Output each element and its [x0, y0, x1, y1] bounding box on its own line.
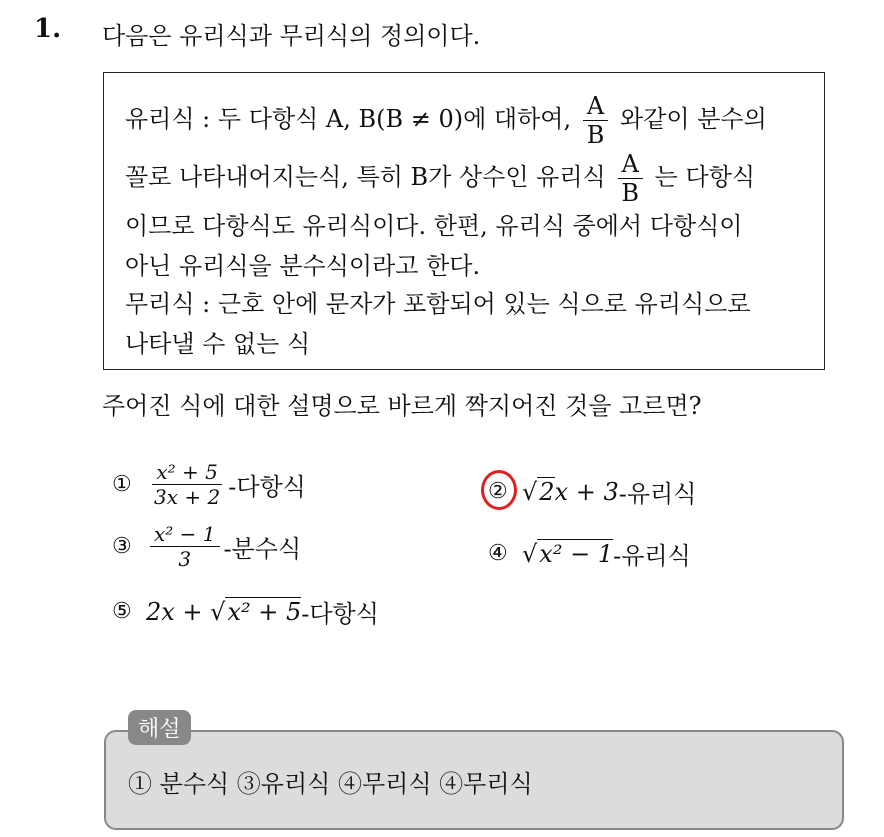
option-label: -유리식	[618, 480, 697, 508]
definition-line-4: 아닌 유리식을 분수식이라고 한다.	[125, 252, 481, 280]
sqrt-radicand: x² − 1	[539, 540, 614, 568]
option-5[interactable]	[112, 594, 379, 629]
definition-text: 와같이 분수의	[620, 105, 767, 133]
option-4[interactable]	[488, 536, 691, 571]
definition-text: 꼴로 나타내어지는식, 특히 B가 상수인 유리식	[125, 163, 606, 191]
option-marker: ⑤	[112, 599, 132, 624]
option-marker: ④	[488, 541, 508, 566]
fraction-denominator: 3	[178, 547, 192, 571]
option-fraction	[150, 524, 220, 569]
question-prompt: 주어진 식에 대한 설명으로 바르게 짝지어진 것을 고르면?	[102, 392, 702, 420]
solution-text: ① 분수식 ③유리식 ④무리식 ④무리식	[128, 770, 533, 798]
solution-tag: 해설	[128, 710, 191, 745]
fraction-numerator: x² − 1	[150, 524, 220, 547]
sqrt-radicand: x² + 5	[227, 598, 302, 626]
option-marker: ③	[112, 534, 132, 559]
option-1[interactable]	[112, 462, 306, 507]
option-marker: ①	[112, 472, 132, 497]
option-label: -유리식	[613, 542, 691, 570]
fraction-a-over-b	[617, 152, 643, 205]
option-marker: ②	[488, 479, 508, 504]
fraction-numerator: x² + 5	[152, 462, 222, 485]
fraction-numerator: A	[583, 94, 608, 121]
sqrt-sign: √	[522, 477, 538, 506]
fraction-denominator: 3x + 2	[154, 485, 221, 509]
definition-line-3: 이므로 다항식도 유리식이다. 한편, 유리식 중에서 다항식이	[125, 212, 743, 240]
option-expression: 2x +	[146, 597, 211, 626]
sqrt-radicand: 2	[539, 478, 555, 506]
definition-text: 유리식 : 두 다항식 A, B(B ≠ 0)에 대하여,	[125, 105, 572, 133]
fraction-a-over-b	[583, 94, 609, 147]
option-fraction	[150, 462, 224, 507]
definition-line-2	[125, 152, 755, 205]
definition-text: 는 다항식	[654, 163, 756, 191]
option-label: -분수식	[223, 535, 302, 563]
sqrt-sign: √	[522, 539, 538, 568]
option-label: -다항식	[228, 473, 306, 501]
sqrt-sign: √	[210, 597, 226, 626]
definition-line-5: 무리식 : 근호 안에 문자가 포함되어 있는 식으로 유리식으로	[125, 290, 751, 318]
option-label: -다항식	[301, 600, 379, 628]
option-2[interactable]	[488, 474, 696, 509]
fraction-denominator: B	[586, 121, 605, 149]
answer-mark-circle	[481, 470, 517, 510]
question-stem: 다음은 유리식과 무리식의 정의이다.	[102, 22, 481, 50]
definition-line-1	[125, 94, 767, 147]
question-number: 1.	[34, 14, 62, 44]
definition-line-6: 나타낼 수 없는 식	[125, 330, 311, 358]
option-3[interactable]	[112, 524, 301, 569]
fraction-denominator: B	[621, 179, 640, 207]
option-expression: x + 3	[554, 477, 619, 506]
fraction-numerator: A	[618, 152, 643, 179]
